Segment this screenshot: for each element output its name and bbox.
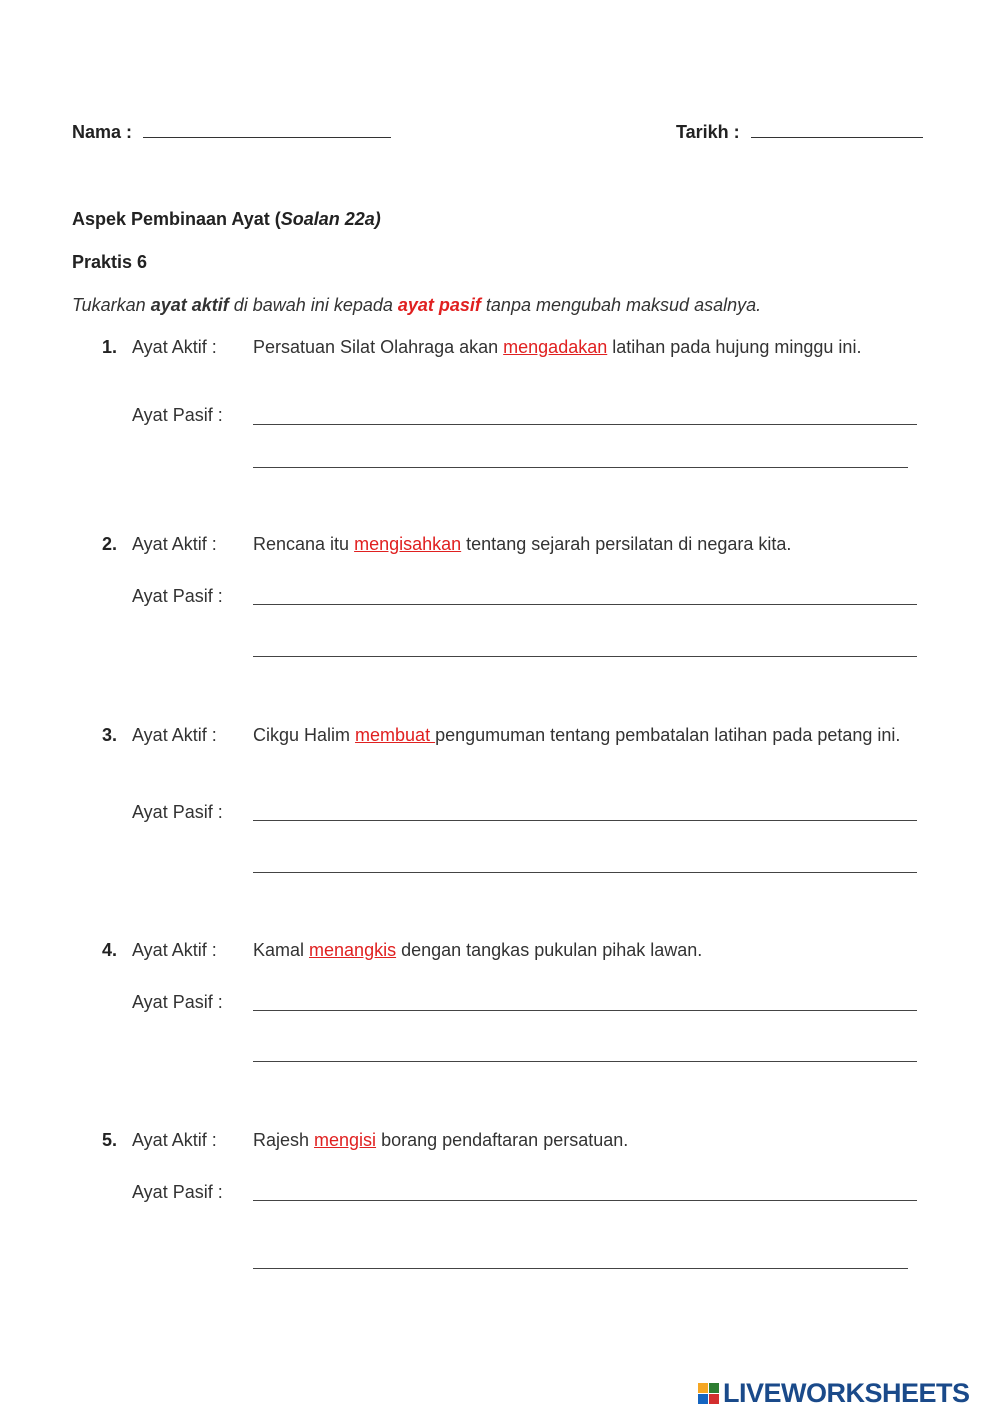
instruction-text-2: di bawah ini kepada (228, 295, 398, 315)
question-sentence: Rencana itu mengisahkan tentang sejarah persilatan di negara kita. (253, 534, 792, 554)
question-sentence: Kamal menangkis dengan tangkas pukulan pihak lawan. (253, 940, 703, 960)
highlighted-verb: mengisahkan (354, 534, 462, 554)
date-label: Tarikh : (676, 122, 740, 142)
answer-line[interactable] (253, 604, 917, 605)
section-title (72, 209, 381, 230)
instruction-pasif: ayat pasif (397, 295, 481, 315)
date-field (676, 122, 923, 143)
aktif-label: Ayat Aktif : (132, 337, 217, 357)
liveworksheets-logo (698, 1378, 970, 1409)
question-number: 4. (102, 940, 118, 960)
highlighted-verb: menangkis (309, 940, 397, 960)
instruction-text-3: tanpa mengubah maksud asalnya. (480, 295, 762, 315)
highlighted-verb: mengadakan (503, 337, 608, 357)
instruction-text-1: Tukarkan (72, 295, 151, 315)
question-number: 5. (102, 1130, 118, 1150)
answer-line[interactable] (253, 1200, 917, 1201)
pasif-label: Ayat Pasif : (132, 802, 223, 822)
pasif-label: Ayat Pasif : (132, 586, 223, 606)
answer-line[interactable] (253, 656, 917, 657)
aktif-label: Ayat Aktif : (132, 940, 217, 960)
aktif-label: Ayat Aktif : (132, 534, 217, 554)
date-blank[interactable] (751, 123, 923, 138)
answer-line[interactable] (253, 467, 908, 468)
answer-line[interactable] (253, 820, 917, 821)
name-label: Nama : (72, 122, 133, 142)
section-title-italic: Soalan 22a) (280, 209, 381, 229)
highlighted-verb: membuat (355, 725, 436, 745)
answer-line[interactable] (253, 424, 917, 425)
question-number: 3. (102, 725, 118, 745)
section-title-main: Aspek Pembinaan Ayat ( (72, 209, 281, 229)
aktif-label: Ayat Aktif : (132, 725, 217, 745)
question-number: 2. (102, 534, 118, 554)
instruction-aktif: ayat aktif (150, 295, 229, 315)
liveworksheets-logo-icon (698, 1383, 719, 1404)
aktif-label: Ayat Aktif : (132, 1130, 217, 1150)
question-number: 1. (102, 337, 118, 357)
name-field (72, 122, 391, 143)
question-sentence: Rajesh mengisi borang pendaftaran persatuan. (253, 1130, 629, 1150)
answer-line[interactable] (253, 872, 917, 873)
instruction (72, 295, 761, 316)
answer-line[interactable] (253, 1268, 908, 1269)
pasif-label: Ayat Pasif : (132, 405, 223, 425)
pasif-label: Ayat Pasif : (132, 1182, 223, 1202)
answer-line[interactable] (253, 1010, 917, 1011)
name-blank[interactable] (143, 123, 391, 138)
practice-label: Praktis 6 (72, 252, 148, 272)
highlighted-verb: mengisi (314, 1130, 377, 1150)
pasif-label: Ayat Pasif : (132, 992, 223, 1012)
question-sentence: Persatuan Silat Olahraga akan mengadakan latihan pada hujung minggu ini. (253, 337, 862, 357)
answer-line[interactable] (253, 1061, 917, 1062)
logo-text: LIVEWORKSHEETS (723, 1378, 970, 1408)
question-sentence: Cikgu Halim membuat pengumuman tentang pembatalan latihan pada petang ini. (253, 725, 901, 745)
